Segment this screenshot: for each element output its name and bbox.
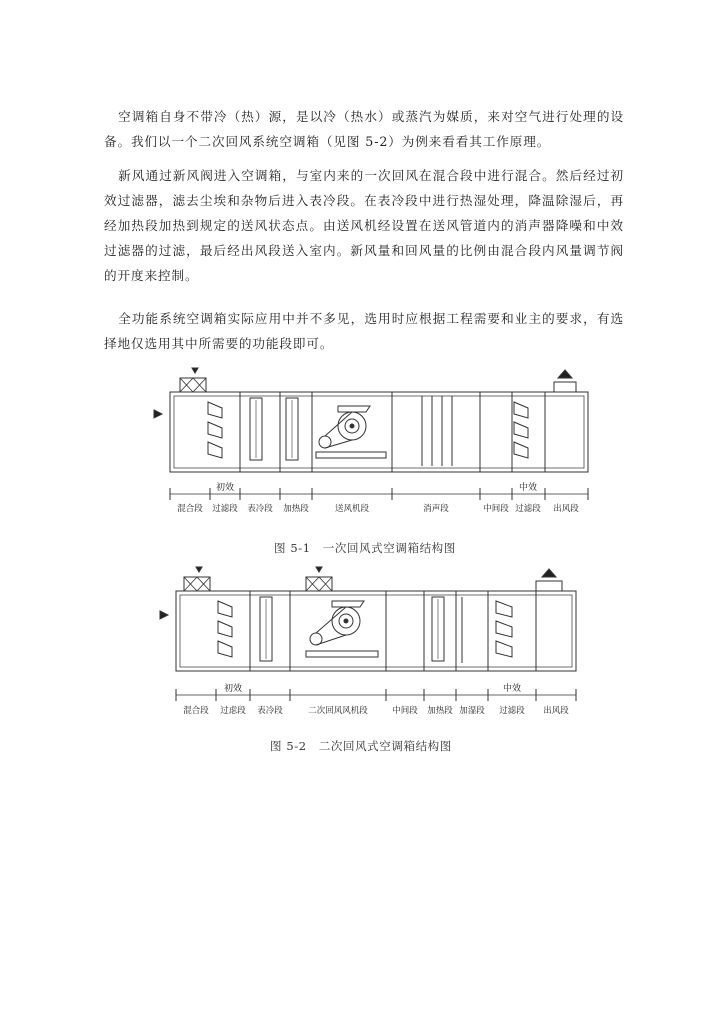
paragraph-2-text: 新风通过新风阀进入空调箱，与室内来的一次回风在混合段中进行混合。然后经过初效过滤器，滤去尘埃和杂物后进入表冷段。在表冷段中进行热湿处理，降温除湿后，再经加热段加热到规定的送风状态点。由送风机经设置在送风管道内的消声器降噪和中效过滤器的过滤，最后经出风段送入室内。新风量和回风量的比例由混合段内风量调节阀的开度来控制。 — [104, 168, 624, 283]
return-air-arrow-icon — [160, 611, 168, 619]
paragraph-1-text: 空调箱自身不带冷（热）源，是以冷（热水）或蒸汽为媒质，来对空气进行处理的设备。我们以一个二次回风系统空调箱（见图 5-2）为例来看看其工作原理。 — [104, 109, 624, 149]
section-label: 中间段 — [483, 504, 509, 514]
upper-label-coarse: 初效 — [215, 483, 235, 493]
section-label: 送风机段 — [334, 504, 370, 514]
paragraph-1 — [104, 104, 624, 154]
upper-label-medium: 中效 — [518, 483, 538, 493]
section-label: 过滤段 — [515, 504, 541, 514]
section-label: 中间段 — [392, 706, 418, 716]
section-label: 出风段 — [553, 504, 579, 514]
upper-label-coarse: 初效 — [223, 684, 243, 694]
paragraph-3 — [104, 306, 624, 356]
section-label: 加热段 — [427, 706, 453, 716]
section-label: 混合段 — [183, 706, 209, 716]
fresh-air-louvre — [180, 378, 206, 392]
section-label: 过滤段 — [212, 504, 238, 514]
return-air-arrow-icon — [154, 410, 162, 418]
outlet-arrow-icon — [542, 569, 556, 577]
section-label: 消声段 — [423, 504, 449, 514]
figure-1-caption: 图 5-1 一次回风式空调箱结构图 — [274, 541, 456, 555]
paragraph-2 — [104, 163, 624, 288]
figure-2-caption: 图 5-2 二次回风式空调箱结构图 — [270, 739, 452, 753]
outlet-arrow-icon — [558, 370, 572, 378]
section-label: 加热段 — [283, 504, 309, 514]
section-label: 过虑段 — [220, 706, 246, 716]
section-label: 混合段 — [177, 504, 203, 514]
figure-2-diagram — [140, 563, 600, 723]
unit-housing — [170, 392, 588, 472]
section-label: 出风段 — [543, 706, 569, 716]
paragraph-3-text: 全功能系统空调箱实际应用中并不多见，选用时应根据工程需要和业主的要求，有选择地仅选用其中所需要的功能段即可。 — [104, 311, 624, 351]
section-label: 加湿段 — [459, 706, 485, 716]
figure-1-diagram — [140, 366, 600, 522]
section-label: 表冷段 — [247, 504, 273, 514]
section-label: 表冷段 — [257, 706, 283, 716]
section-label: 过滤段 — [499, 706, 525, 716]
upper-label-medium: 中效 — [502, 684, 522, 694]
section-label: 二次回风风机段 — [308, 706, 368, 716]
